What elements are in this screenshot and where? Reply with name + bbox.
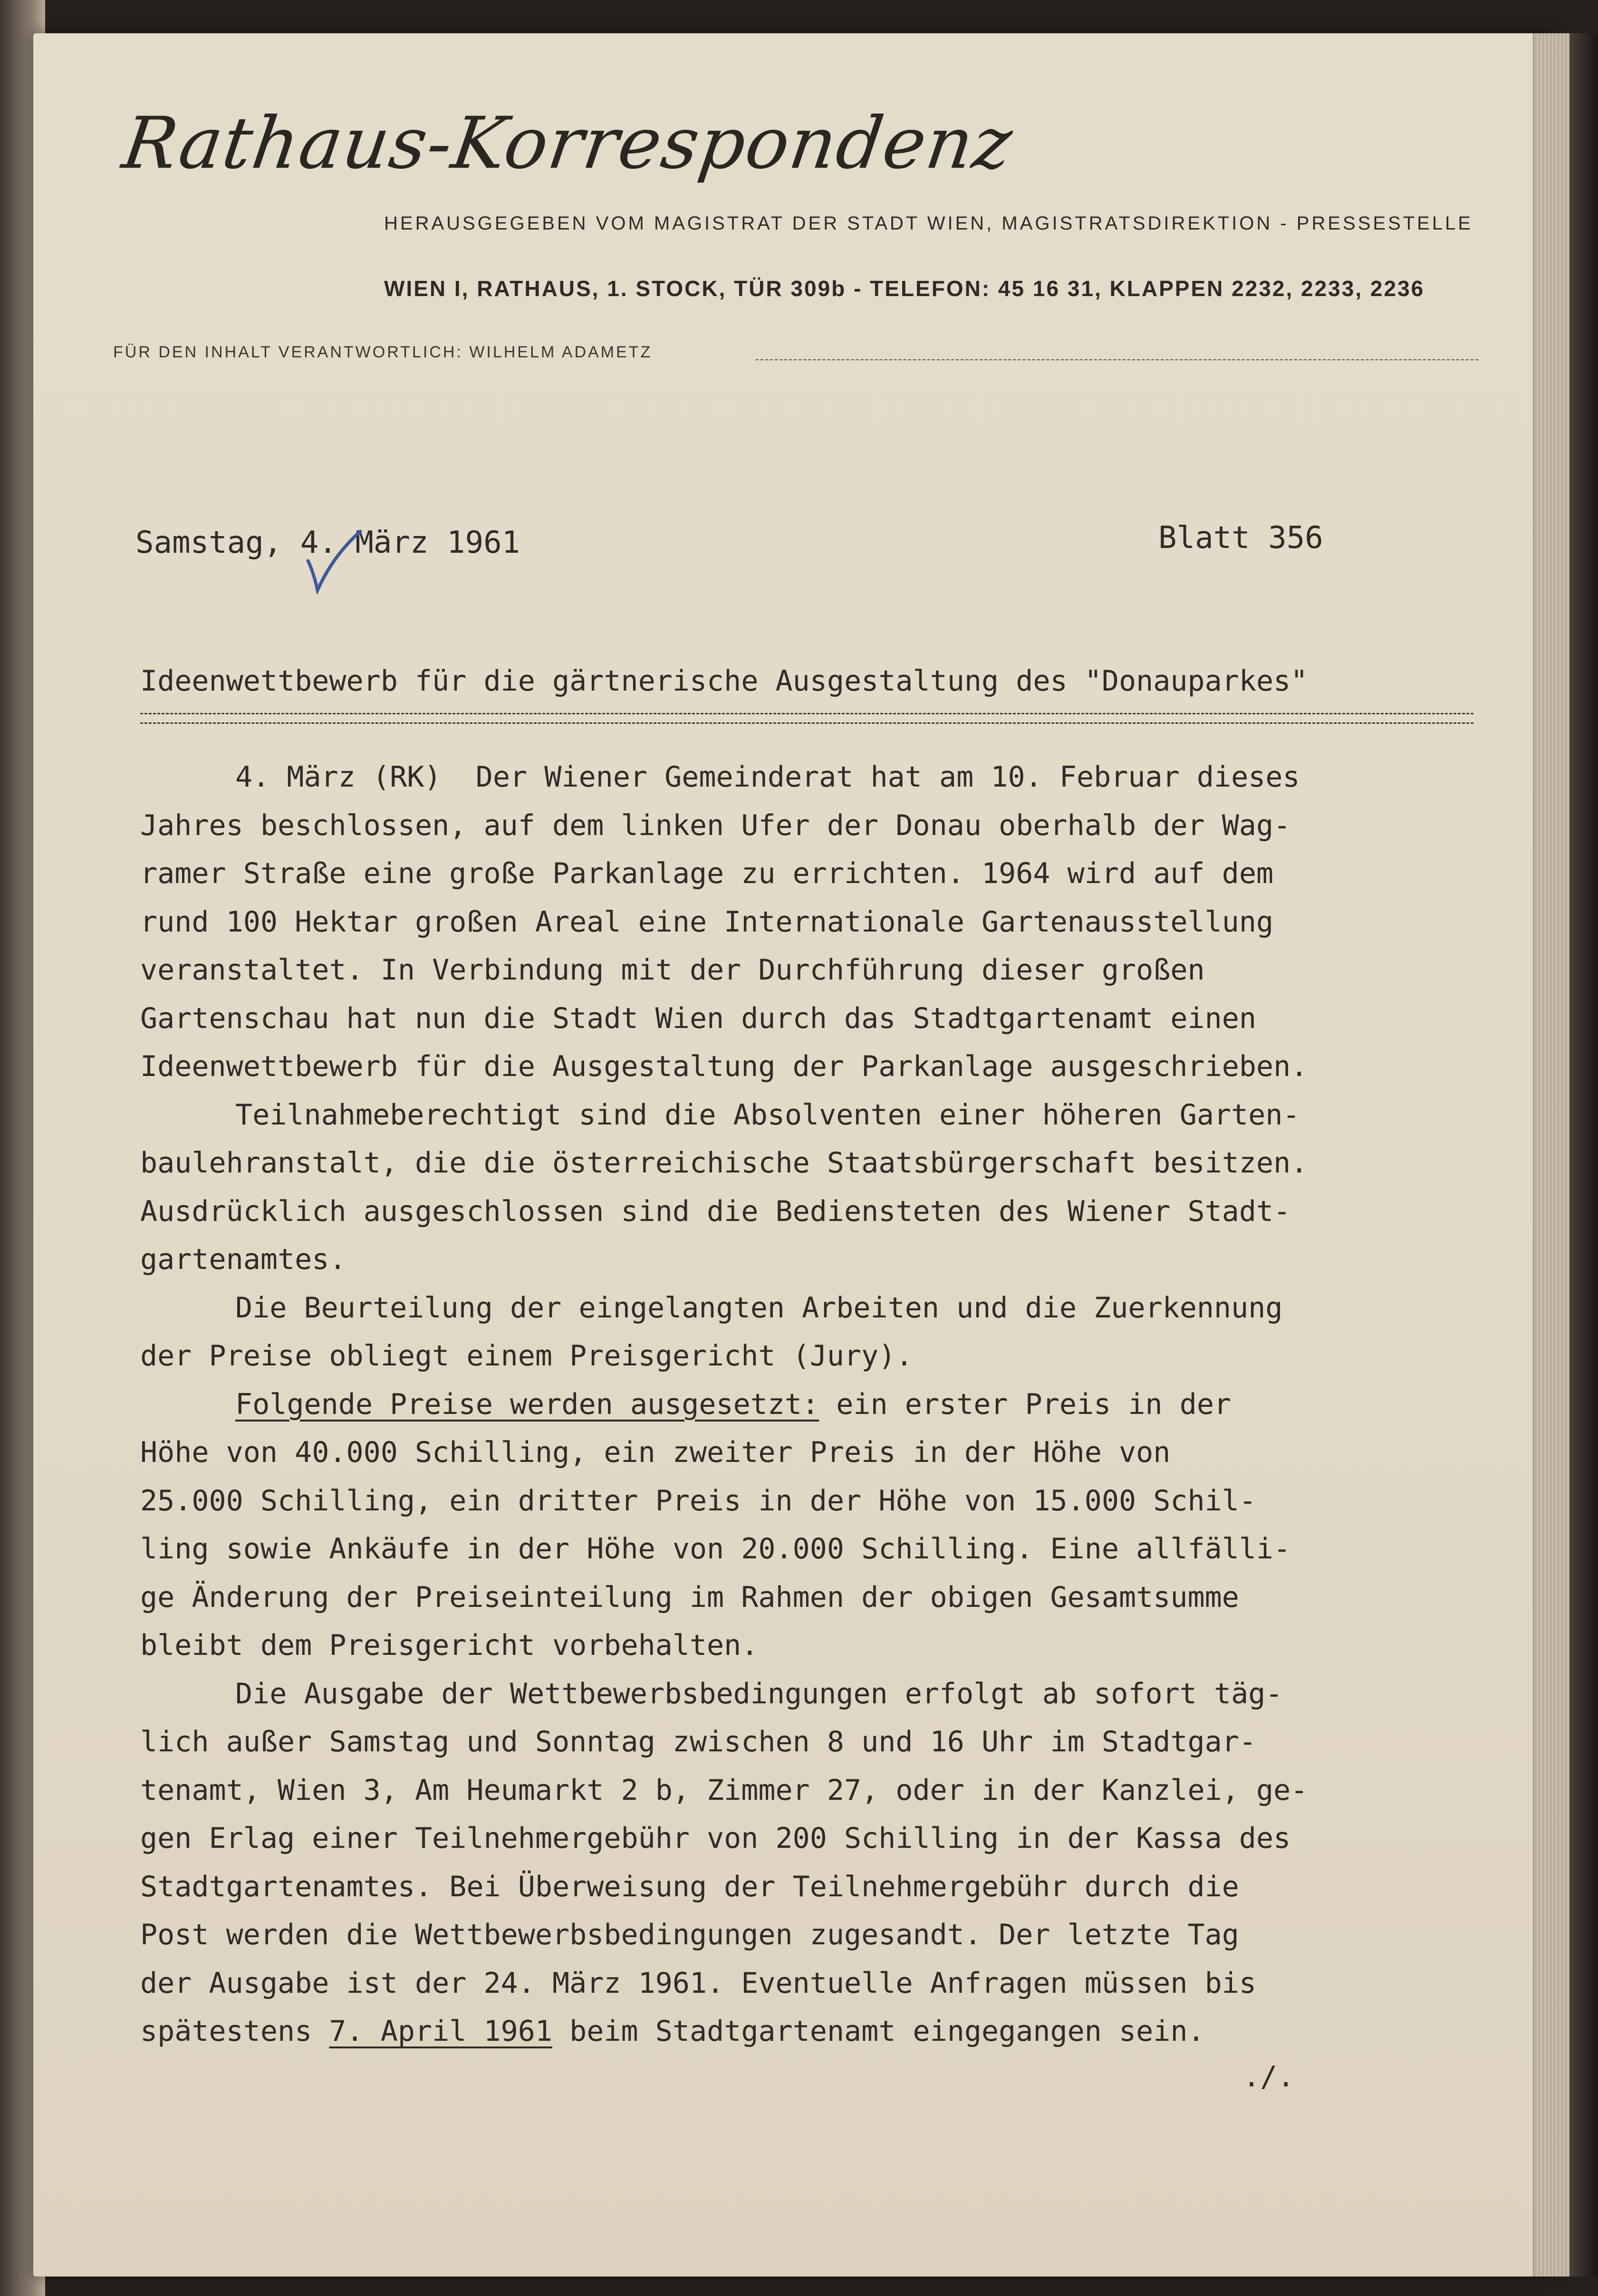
body-line: gartenamtes. xyxy=(140,1243,347,1276)
body-line: veranstaltet. In Verbindung mit der Durchführung dieser großen xyxy=(140,953,1205,987)
body-line: ge Änderung der Preiseinteilung im Rahmen der obigen Gesamtsumme xyxy=(140,1580,1239,1614)
title-rule-bottom xyxy=(140,722,1473,724)
masthead-title: Rathaus-Korrespondenz xyxy=(117,102,1018,185)
responsible-line: FÜR DEN INHALT VERANTWORTLICH: WILHELM ADAMETZ xyxy=(113,343,653,361)
title-rule-top xyxy=(140,713,1473,714)
body-line-start: spätestens xyxy=(140,2015,329,2048)
body-line: Teilnahmeberechtigt sind die Absolventen einer höheren Garten- xyxy=(235,1098,1300,1132)
body-line: gen Erlag einer Teilnehmergebühr von 200 Schilling in der Kassa des xyxy=(140,1822,1291,1855)
article-title: Ideenwettbewerb für die gärtnerische Ausgestaltung des "Donauparkes" xyxy=(140,664,1308,698)
document-date: Samstag, 4. März 1961 xyxy=(135,525,520,560)
body-line: ling sowie Ankäufe in der Höhe von 20.000 Schilling. Eine allfälli- xyxy=(140,1532,1291,1566)
body-line: Höhe von 40.000 Schilling, ein zweiter Preis in der Höhe von xyxy=(140,1436,1171,1469)
body-line: lich außer Samstag und Sonntag zwischen 8 und 16 Uhr im Stadtgar- xyxy=(140,1725,1256,1758)
publisher-line: HERAUSGEGEBEN VOM MAGISTRAT DER STADT WIEN, MAGISTRATSDIREKTION - PRESSESTELLE xyxy=(384,213,1473,234)
body-line: der Preise obliegt einem Preisgericht (Jury). xyxy=(140,1339,913,1373)
body-line: tenamt, Wien 3, Am Heumarkt 2 b, Zimmer 27, oder in der Kanzlei, ge- xyxy=(140,1773,1308,1807)
body-line-deadline xyxy=(140,2008,1471,2056)
body-line: Ideenwettbewerb für die Ausgestaltung der Parkanlage ausgeschrieben. xyxy=(140,1050,1308,1083)
underlined-prizes-heading: Folgende Preise werden ausgesetzt: xyxy=(235,1387,819,1421)
body-line-end: beim Stadtgartenamt eingegangen sein. xyxy=(552,2015,1205,2048)
page-edge-shadow xyxy=(1569,33,1598,2277)
body-line: bleibt dem Preisgericht vorbehalten. xyxy=(140,1629,759,1662)
page-edges xyxy=(1533,33,1571,2277)
body-line: Jahres beschlossen, auf dem linken Ufer der Donau oberhalb der Wag- xyxy=(140,808,1291,842)
body-line: der Ausgabe ist der 24. März 1961. Eventuelle Anfragen müssen bis xyxy=(140,1966,1256,2000)
body-line: rund 100 Hektar großen Areal eine Internationale Gartenausstellung xyxy=(140,905,1274,939)
body-line: Die Ausgabe der Wettbewerbsbedingungen erfolgt ab sofort täg- xyxy=(235,1677,1283,1710)
continuation-mark: ./. xyxy=(1243,2060,1295,2094)
body-line: 25.000 Schilling, ein dritter Preis in der Höhe von 15.000 Schil- xyxy=(140,1484,1256,1518)
body-line: ramer Straße eine große Parkanlage zu errichten. 1964 wird auf dem xyxy=(140,857,1274,890)
body-line: Gartenschau hat nun die Stadt Wien durch das Stadtgartenamt einen xyxy=(140,1001,1256,1035)
body-line: 4. März (RK) Der Wiener Gemeinderat hat am 10. Februar dieses xyxy=(235,760,1300,794)
handwritten-check-mark xyxy=(304,528,366,594)
body-line: baulehranstalt, die die österreichische Staatsbürgerschaft besitzen. xyxy=(140,1146,1308,1180)
underlined-deadline: 7. April 1961 xyxy=(329,2015,552,2048)
body-line: Ausdrücklich ausgeschlossen sind die Bediensteten des Wiener Stadt- xyxy=(140,1194,1291,1228)
article-body xyxy=(140,753,1471,2056)
body-line: Stadtgartenamtes. Bei Überweisung der Teilnehmergebühr durch die xyxy=(140,1870,1239,1903)
body-line-prizes xyxy=(140,1381,1471,1429)
address-line: WIEN I, RATHAUS, 1. STOCK, TÜR 309b - TELEFON: 45 16 31, KLAPPEN 2232, 2233, 2236 xyxy=(384,276,1425,301)
responsible-underline xyxy=(756,359,1478,360)
sheet-number: Blatt 356 xyxy=(1158,520,1323,556)
body-line: Die Beurteilung der eingelangten Arbeiten und die Zuerkennung xyxy=(235,1291,1283,1325)
body-line: Post werden die Wettbewerbsbedingungen zugesandt. Der letzte Tag xyxy=(140,1918,1239,1951)
body-line-rest: ein erster Preis in der xyxy=(819,1387,1232,1421)
